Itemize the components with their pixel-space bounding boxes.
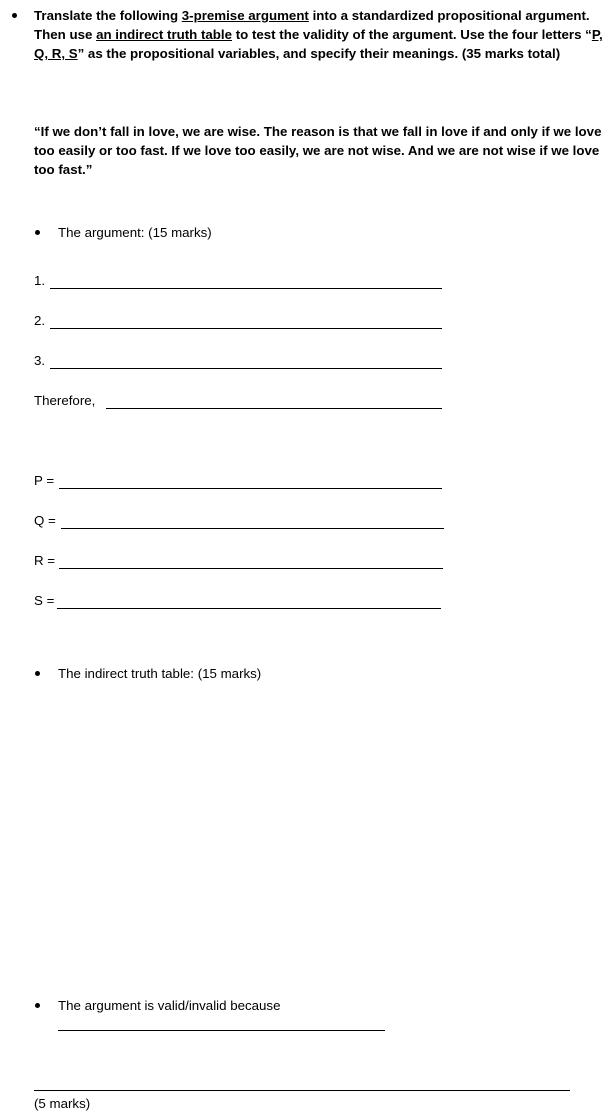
variable-r-label: R = [34,553,56,568]
truth-table-heading: The indirect truth table: (15 marks) [58,666,262,681]
argument-heading: The argument: (15 marks) [58,225,212,240]
conclusion-label: Therefore, [34,393,96,408]
indirect-truth-table-phrase: an indirect truth table [96,27,233,43]
variable-p-label: P = [34,473,55,488]
truth-table-bullet [35,671,40,676]
premise-1-label: 1. [34,273,46,288]
conclusion-line[interactable] [106,408,442,409]
premise-3-line[interactable] [50,368,442,369]
variable-q-line[interactable] [61,528,444,529]
validity-marks: (5 marks) [34,1096,91,1111]
variable-p-line[interactable] [59,488,442,489]
instructions-bullet [12,13,17,18]
variable-r-line[interactable] [59,568,443,569]
premise-3-label: 3. [34,353,46,368]
argument-quote: “If we don’t fall in love, we are wise. The reason is that we fall in love if and only if we love too easily or too fast. If we love too easily, we are not wise. And we are not wise if we love too fast.” [34,124,602,178]
variable-s-line[interactable] [57,608,441,609]
premise-2-line[interactable] [50,328,442,329]
validity-heading: The argument is valid/invalid because [58,998,281,1013]
premise-count-phrase: 3-premise argument [181,8,309,23]
argument-bullet [35,230,40,235]
instructions-text: Translate the following 3-premise argument into a standardized propositional argument. Then use an indirect truth table to test the validity of the argument. Use the four letters “P, Q, R, S” as the propositional variables, and specify their meanings. (35 marks total) [34,8,603,62]
variable-letters: P, Q, R, S [34,27,603,62]
premise-2-label: 2. [34,313,46,328]
validity-reason-line-1[interactable] [58,1030,385,1031]
truth-table-answer-area[interactable] [34,690,594,980]
validity-bullet [35,1003,40,1008]
variable-s-label: S = [34,593,55,608]
premise-1-line[interactable] [50,288,442,289]
variable-q-label: Q = [34,513,56,528]
validity-reason-line-2[interactable] [34,1090,570,1091]
